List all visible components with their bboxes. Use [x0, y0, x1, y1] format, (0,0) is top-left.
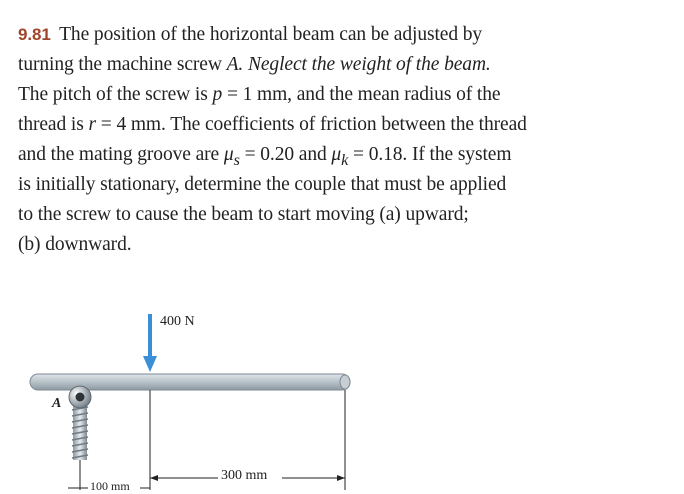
variable-mu: μ	[223, 144, 234, 165]
problem-text: = 0.20 and	[244, 144, 327, 165]
problem-text: A. Neglect the weight of the beam.	[226, 54, 491, 75]
problem-text: thread is	[18, 114, 84, 135]
problem-text: turning the machine screw	[18, 54, 222, 75]
dimension-300-label: 300 mm	[221, 468, 268, 483]
problem-text: is initially stationary, determine the couple that must be applied	[18, 174, 507, 195]
text-line-2	[18, 50, 668, 80]
problem-text: The position of the horizontal beam can be adjusted by	[59, 24, 483, 45]
problem-text: The pitch of the screw is	[18, 84, 208, 105]
text-line-4	[18, 110, 668, 140]
problem-text: and the mating groove are	[18, 144, 220, 165]
subscript-s: s	[233, 150, 240, 169]
variable-p: p	[212, 84, 223, 105]
problem-text: (b) downward.	[18, 234, 132, 255]
text-line-3	[18, 80, 668, 110]
problem-number: 9.81	[18, 25, 51, 44]
text-line-1	[18, 20, 668, 50]
dimension-arrowhead	[337, 475, 345, 481]
dimension-arrowhead	[150, 475, 158, 481]
beam-diagram	[0, 290, 684, 490]
variable-r: r	[88, 114, 96, 135]
dimension-100-label: 100 mm	[90, 479, 130, 493]
beam-figure	[0, 290, 684, 493]
point-a-label: A	[52, 396, 62, 411]
force-arrowhead	[143, 356, 157, 372]
problem-text: = 0.18. If the system	[353, 144, 512, 165]
variable-mu: μ	[331, 144, 342, 165]
problem-statement	[18, 20, 668, 260]
subscript-k: k	[341, 150, 349, 169]
text-line-5	[18, 140, 668, 170]
beam-end	[340, 375, 350, 389]
problem-text: = 1 mm, and the mean radius of the	[226, 84, 501, 105]
problem-text: to the screw to cause the beam to start moving (a) upward;	[18, 204, 469, 225]
text-line-7	[18, 200, 668, 230]
text-line-6	[18, 170, 668, 200]
problem-text: = 4 mm. The coefficients of friction between the thread	[100, 114, 527, 135]
force-label: 400 N	[160, 314, 195, 329]
screw-pin	[76, 393, 85, 402]
text-line-8	[18, 230, 668, 260]
